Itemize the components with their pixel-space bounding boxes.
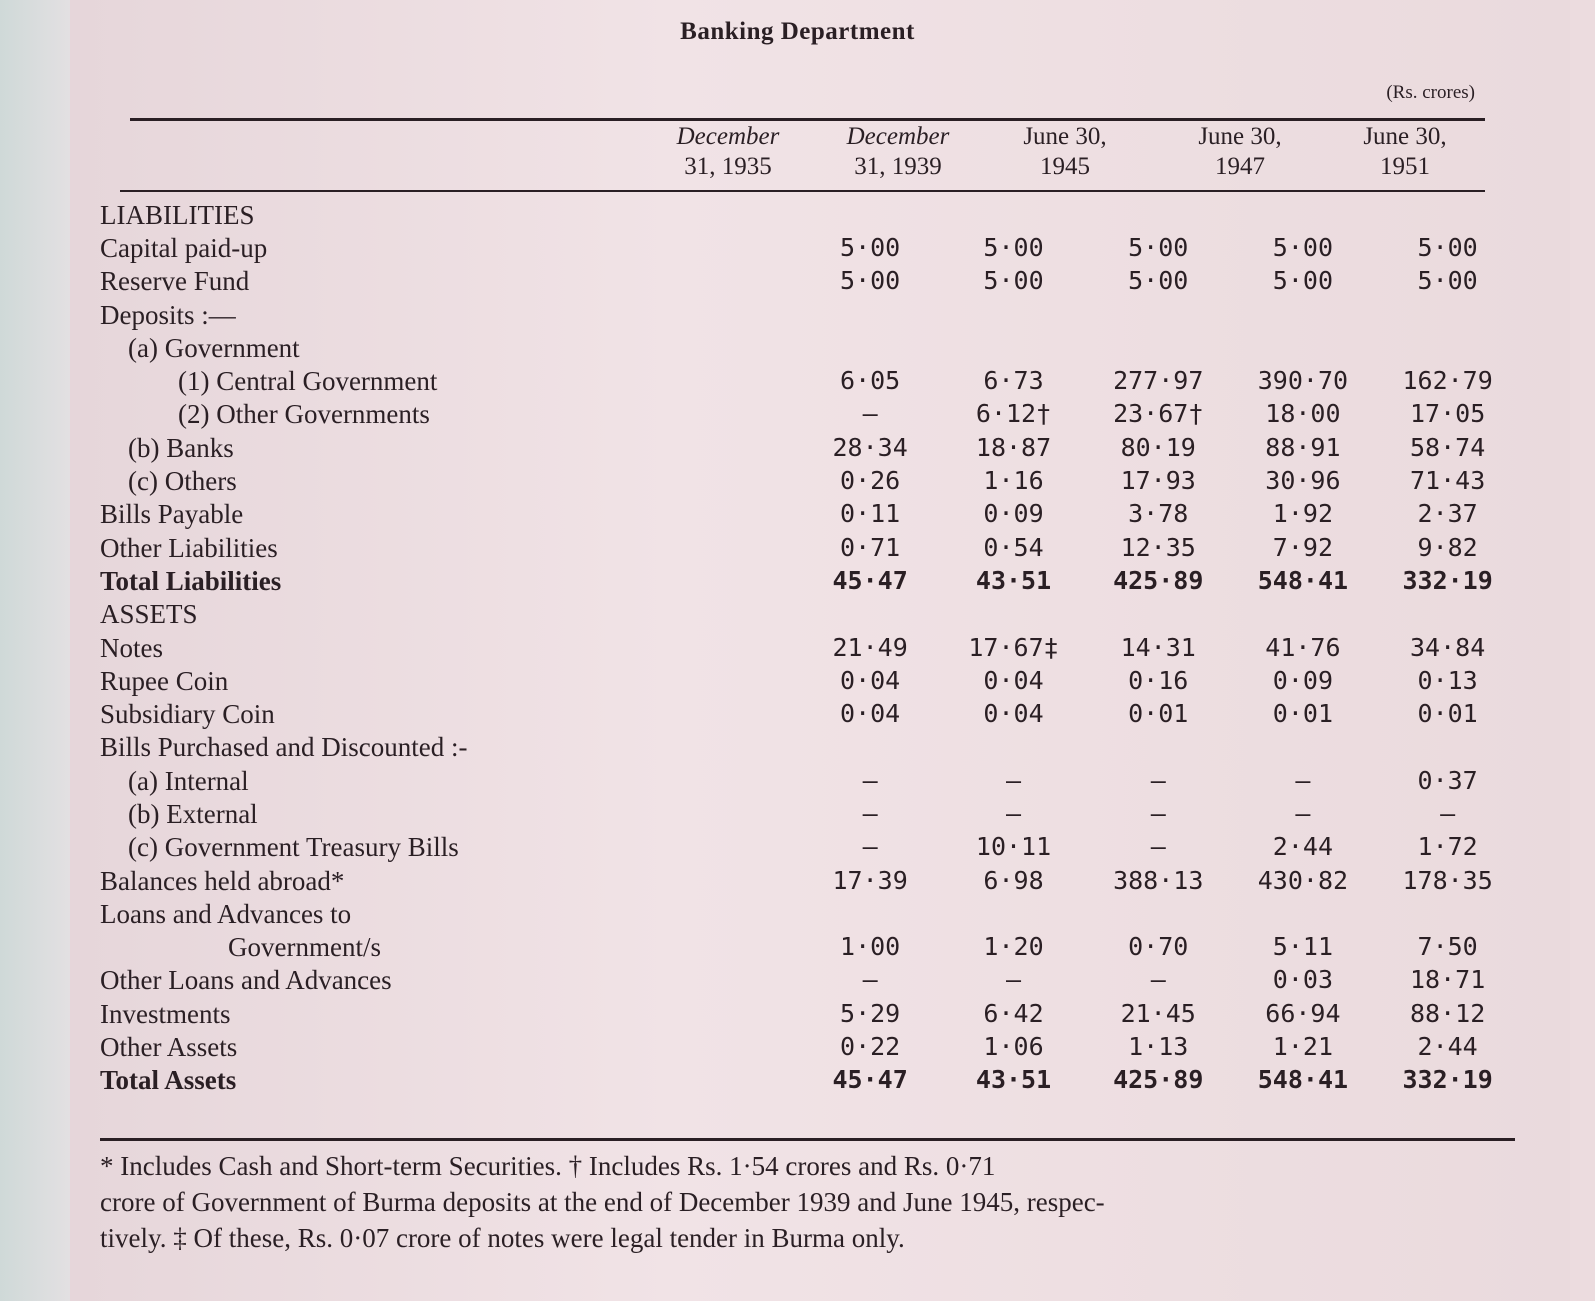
cell-value: 5·00 (983, 266, 1044, 296)
cell-value: 18·71 (1409, 965, 1486, 995)
leader-dots (733, 764, 799, 797)
row-label: (c) Others (128, 466, 237, 497)
row-label: Investments (100, 998, 231, 1029)
table-row (100, 498, 1520, 531)
cell-value: 1·16 (983, 466, 1044, 496)
leader-dots (733, 265, 799, 298)
cell-value: 21·45 (1120, 998, 1196, 1028)
cell-value (799, 331, 941, 364)
cell-value: 430·82 (1257, 865, 1349, 895)
column-header-line1: December (676, 123, 780, 150)
cell-value: 388·13 (1113, 865, 1204, 895)
cell-value: 0·01 (1417, 699, 1478, 729)
cell-value: 1·72 (1417, 832, 1478, 862)
row-label: (b) Banks (128, 432, 234, 463)
cell-value: 23·67† (1113, 399, 1204, 429)
row-label: Total Liabilities (100, 565, 282, 596)
cell-value: 425·89 (1113, 565, 1204, 595)
cell-value (799, 598, 941, 631)
column-header-4 (1160, 122, 1320, 182)
cell-value: 7·92 (1272, 532, 1334, 562)
leader-dots (733, 897, 799, 930)
cell-value: 17·39 (832, 865, 908, 895)
cell-value: 71·43 (1409, 466, 1486, 496)
cell-value: 2·44 (1417, 1032, 1478, 1062)
cell-value: 0·01 (1128, 699, 1189, 729)
leader-dots (733, 431, 799, 464)
cell-value (941, 198, 1086, 231)
table-row (100, 731, 1520, 764)
table-row (100, 231, 1520, 264)
table-row (100, 931, 1520, 964)
bottom-rule (100, 1138, 1515, 1141)
cell-value (799, 731, 941, 764)
cell-value: 0·09 (983, 499, 1044, 529)
cell-value: 1·13 (1128, 1032, 1189, 1062)
cell-value: 0·09 (1272, 665, 1334, 695)
column-header-line1: June 30, (1198, 123, 1282, 150)
cell-value (1375, 731, 1520, 764)
cell-value: 548·41 (1257, 565, 1349, 595)
row-label: ASSETS (100, 599, 198, 630)
cell-value: 0·26 (840, 466, 901, 496)
cell-value: 5·11 (1272, 932, 1334, 962)
row-label: Bills Payable (100, 499, 244, 530)
leader-dots (733, 931, 799, 964)
cell-value: 0·04 (840, 665, 901, 695)
table-row (100, 265, 1520, 298)
cell-value: 0·03 (1272, 965, 1334, 995)
leader-dots (733, 331, 799, 364)
row-label: Subsidiary Coin (100, 699, 275, 730)
cell-value: 5·00 (1272, 232, 1334, 262)
header-rule (120, 190, 1485, 192)
table-row (100, 364, 1520, 397)
units-note: (Rs. crores) (1386, 82, 1475, 103)
leader-dots (733, 531, 799, 564)
cell-value: 21·49 (832, 632, 908, 662)
cell-value (1086, 198, 1231, 231)
cell-value (1375, 331, 1520, 364)
column-header-line2: 31, 1939 (854, 153, 942, 180)
cell-value (1231, 331, 1376, 364)
table-row (100, 797, 1520, 830)
cell-value: — (862, 765, 878, 795)
row-label: Other Liabilities (100, 532, 278, 563)
leader-dots (733, 598, 799, 631)
cell-value: 5·00 (1128, 266, 1189, 296)
cell-value: 3·78 (1128, 499, 1189, 529)
table-row (100, 897, 1520, 930)
cell-value: 0·04 (983, 699, 1044, 729)
cell-value: 332·19 (1402, 1065, 1493, 1095)
row-label: Other Assets (100, 1032, 238, 1063)
cell-value: — (862, 832, 878, 862)
cell-value: 80·19 (1120, 432, 1196, 462)
cell-value: 5·00 (1417, 266, 1478, 296)
cell-value (1231, 897, 1376, 930)
leader-dots (733, 498, 799, 531)
table-row (100, 764, 1520, 797)
cell-value: — (862, 965, 878, 995)
cell-value: 332·19 (1402, 565, 1493, 595)
cell-value: 66·94 (1265, 998, 1341, 1028)
column-header-2 (818, 122, 978, 182)
footnote (100, 1148, 1520, 1256)
row-label: Government/s (228, 932, 381, 963)
table-row (100, 1030, 1520, 1063)
page-title: Banking Department (680, 18, 915, 45)
column-header-line1: June 30, (1023, 123, 1107, 150)
cell-value (1231, 598, 1376, 631)
cell-value: 10·11 (975, 832, 1052, 862)
table-row (100, 198, 1520, 231)
cell-value: 0·16 (1128, 665, 1189, 695)
leader-dots (733, 831, 799, 864)
cell-value: 12·35 (1120, 532, 1196, 562)
row-label: Reserve Fund (100, 266, 250, 297)
leader-dots (733, 964, 799, 997)
cell-value: 6·98 (983, 865, 1044, 895)
row-label: (a) Internal (128, 765, 249, 796)
column-header-line1: June 30, (1363, 123, 1447, 150)
cell-value: 9·82 (1417, 532, 1478, 562)
cell-value: — (1006, 765, 1022, 795)
table-row (100, 598, 1520, 631)
page-edge (0, 0, 70, 1301)
cell-value: 0·54 (983, 532, 1044, 562)
cell-value: 88·91 (1265, 432, 1341, 462)
cell-value: 45·47 (832, 565, 908, 595)
column-header-line2: 1947 (1215, 153, 1265, 180)
cell-value: 5·00 (983, 232, 1044, 262)
cell-value: — (1440, 798, 1456, 828)
cell-value: 43·51 (975, 1065, 1052, 1095)
cell-value (1375, 198, 1520, 231)
cell-value: 17·67‡ (968, 632, 1059, 662)
cell-value (1231, 298, 1376, 331)
cell-value: — (1006, 965, 1022, 995)
cell-value: 0·71 (840, 532, 901, 562)
cell-value (1231, 198, 1376, 231)
leader-dots (733, 298, 799, 331)
cell-value: 14·31 (1120, 632, 1196, 662)
table-row (100, 398, 1520, 431)
cell-value: 5·00 (840, 266, 901, 296)
cell-value: 390·70 (1257, 366, 1349, 396)
cell-value (941, 598, 1086, 631)
footnote-line: crore of Government of Burma deposits at the end of December 1939 and June 1945, respec- (100, 1187, 1105, 1217)
cell-value: 30·96 (1265, 466, 1341, 496)
cell-value: 5·00 (1272, 266, 1334, 296)
column-header-line1: December (846, 123, 950, 150)
row-label: Loans and Advances to (100, 898, 352, 929)
table-row (100, 964, 1520, 997)
row-label: Deposits :— (100, 299, 236, 330)
row-label: (1) Central Government (178, 366, 438, 397)
table-row (100, 431, 1520, 464)
cell-value: 5·00 (840, 232, 901, 262)
column-header-3 (985, 122, 1145, 182)
footnote-line: * Includes Cash and Short-term Securities. † Includes Rs. 1·54 crores and Rs. 0·71 (100, 1151, 996, 1181)
cell-value (1375, 897, 1520, 930)
row-label: LIABILITIES (100, 199, 255, 230)
leader-dots (733, 231, 799, 264)
cell-value (799, 298, 941, 331)
table-row (100, 997, 1520, 1030)
cell-value: — (1150, 965, 1166, 995)
cell-value: 2·44 (1272, 832, 1334, 862)
cell-value: 1·06 (983, 1032, 1044, 1062)
row-label: (c) Government Treasury Bills (128, 832, 459, 863)
banking-table (100, 198, 1520, 1097)
cell-value: 0·13 (1417, 665, 1478, 695)
cell-value: — (862, 399, 878, 429)
leader-dots (733, 564, 799, 597)
cell-value: 1·92 (1272, 499, 1334, 529)
table-row (100, 864, 1520, 897)
row-label: Balances held abroad* (100, 865, 345, 896)
cell-value: 0·04 (983, 665, 1044, 695)
row-label: (b) External (128, 798, 258, 829)
cell-value: 88·12 (1409, 998, 1486, 1028)
cell-value: — (862, 798, 878, 828)
table-row (100, 831, 1520, 864)
table-row (100, 331, 1520, 364)
cell-value: 178·35 (1402, 865, 1493, 895)
leader-dots (733, 731, 799, 764)
cell-value: 6·05 (840, 366, 901, 396)
cell-value: 548·41 (1257, 1065, 1349, 1095)
cell-value: 7·50 (1417, 932, 1478, 962)
footnote-line: tively. ‡ Of these, Rs. 0·07 crore of notes were legal tender in Burma only. (100, 1223, 905, 1253)
leader-dots (733, 1030, 799, 1063)
cell-value: 17·05 (1409, 399, 1486, 429)
cell-value: 5·00 (1417, 232, 1478, 262)
cell-value (1086, 331, 1231, 364)
cell-value: 43·51 (975, 565, 1052, 595)
cell-value: 6·73 (983, 366, 1044, 396)
cell-value: 1·20 (983, 932, 1044, 962)
row-label: Notes (100, 632, 163, 663)
cell-value: 2·37 (1417, 499, 1478, 529)
cell-value (1086, 897, 1231, 930)
cell-value: 162·79 (1402, 366, 1493, 396)
top-rule (130, 118, 1485, 121)
cell-value (1375, 298, 1520, 331)
cell-value (1086, 598, 1231, 631)
leader-dots (733, 997, 799, 1030)
cell-value (1086, 298, 1231, 331)
leader-dots (733, 398, 799, 431)
cell-value: 34·84 (1409, 632, 1486, 662)
table-row (100, 464, 1520, 497)
column-header-5 (1325, 122, 1485, 182)
cell-value (1086, 731, 1231, 764)
column-header-line2: 1945 (1040, 153, 1090, 180)
cell-value: 1·00 (840, 932, 901, 962)
row-label: Rupee Coin (100, 665, 229, 696)
table-row (100, 631, 1520, 664)
table-row (100, 298, 1520, 331)
leader-dots (733, 1064, 799, 1097)
leader-dots (733, 664, 799, 697)
cell-value: 0·01 (1272, 699, 1334, 729)
cell-value: 6·12† (975, 399, 1052, 429)
table-row (100, 664, 1520, 697)
leader-dots (733, 364, 799, 397)
cell-value: — (1150, 832, 1166, 862)
cell-value: 0·22 (840, 1032, 901, 1062)
cell-value (941, 731, 1086, 764)
cell-value (941, 897, 1086, 930)
cell-value: 0·70 (1128, 932, 1189, 962)
table-row (100, 1064, 1520, 1097)
cell-value: — (1150, 765, 1166, 795)
column-header-line2: 31, 1935 (684, 153, 772, 180)
cell-value (799, 897, 941, 930)
row-label: Capital paid-up (100, 232, 268, 263)
cell-value: 28·34 (832, 432, 908, 462)
cell-value: 18·87 (975, 432, 1052, 462)
cell-value (1375, 598, 1520, 631)
cell-value: 5·29 (840, 998, 901, 1028)
cell-value: — (1150, 798, 1166, 828)
cell-value: — (1295, 798, 1311, 828)
table-row (100, 697, 1520, 730)
cell-value (941, 331, 1086, 364)
table-row (100, 531, 1520, 564)
cell-value: 45·47 (832, 1065, 908, 1095)
cell-value: 5·00 (1128, 232, 1189, 262)
cell-value: 17·93 (1120, 466, 1196, 496)
row-label: Bills Purchased and Discounted :- (100, 732, 468, 763)
leader-dots (733, 631, 799, 664)
table-row (100, 564, 1520, 597)
leader-dots (733, 464, 799, 497)
cell-value: 425·89 (1113, 1065, 1204, 1095)
cell-value: 58·74 (1409, 432, 1486, 462)
cell-value: 0·11 (840, 499, 901, 529)
leader-dots (733, 797, 799, 830)
cell-value: 41·76 (1265, 632, 1341, 662)
cell-value: 6·42 (983, 998, 1044, 1028)
column-header-line2: 1951 (1380, 153, 1430, 180)
row-label: Total Assets (100, 1065, 237, 1096)
cell-value: 18·00 (1265, 399, 1341, 429)
leader-dots (733, 697, 799, 730)
cell-value: 277·97 (1113, 366, 1204, 396)
cell-value: — (1006, 798, 1022, 828)
row-label: (2) Other Governments (178, 399, 430, 430)
column-header-1 (648, 122, 808, 182)
cell-value (799, 198, 941, 231)
cell-value: 0·04 (840, 699, 901, 729)
row-label: Other Loans and Advances (100, 965, 392, 996)
row-label: (a) Government (128, 332, 300, 363)
cell-value (941, 298, 1086, 331)
leader-dots (733, 864, 799, 897)
cell-value: 0·37 (1417, 765, 1478, 795)
cell-value (1231, 731, 1376, 764)
cell-value: — (1295, 765, 1311, 795)
leader-dots (733, 198, 799, 231)
cell-value: 1·21 (1272, 1032, 1334, 1062)
